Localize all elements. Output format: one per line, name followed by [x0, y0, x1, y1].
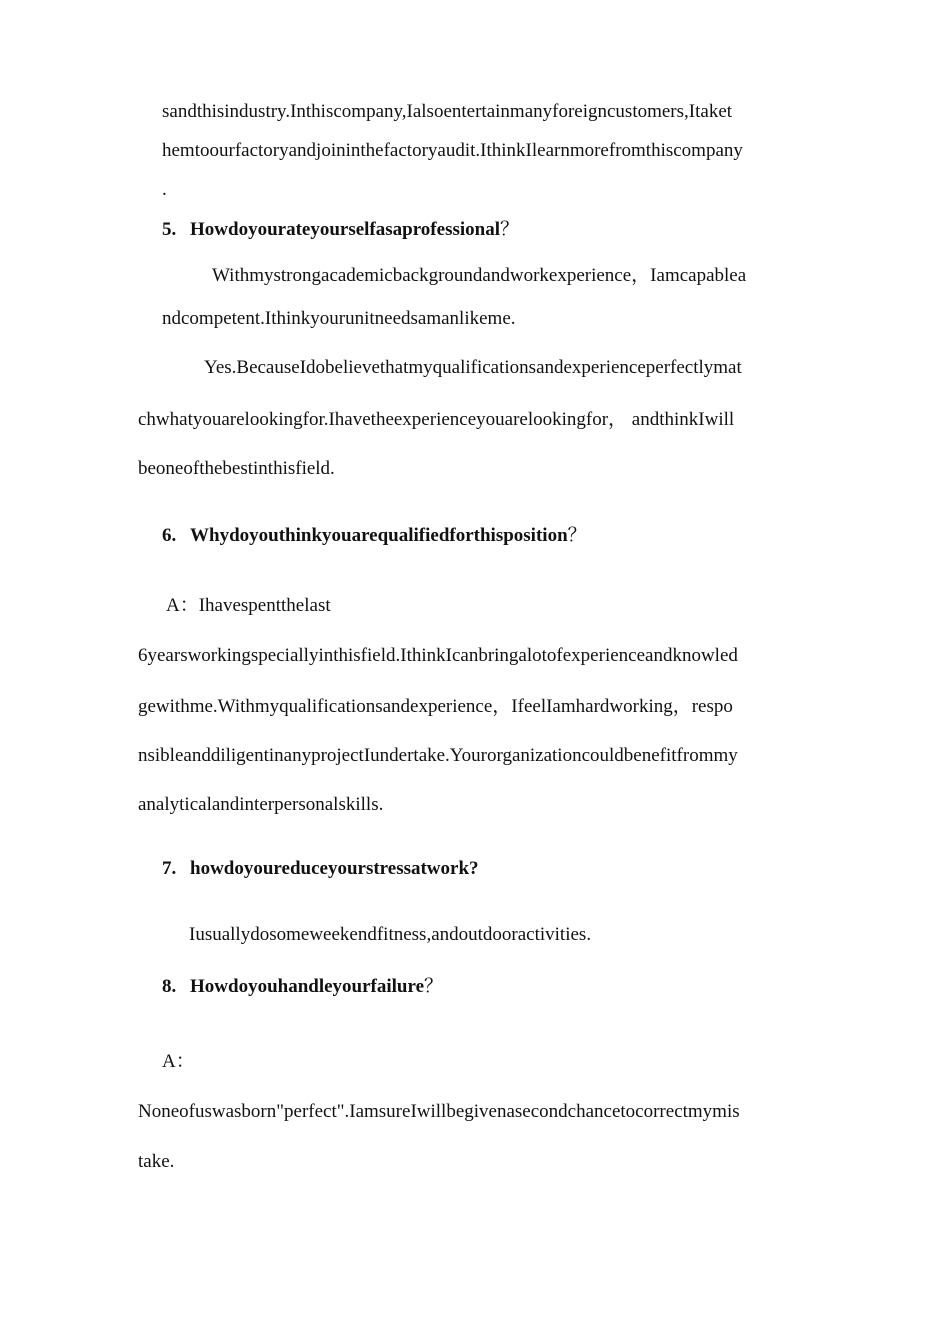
question-5-mark: ？: [499, 219, 519, 240]
intro-line-3: .: [162, 179, 167, 200]
answer-5-line-1: Withmystrongacademicbackgroundandworkexperience，Iamcapablea: [212, 265, 747, 286]
question-6-mark: ？: [567, 525, 587, 546]
question-7-heading: [162, 857, 479, 881]
question-6-title: Whydoyouthinkyouarequalifiedforthisposition: [190, 525, 568, 546]
question-7-number: 7.: [162, 858, 177, 879]
answer-6-line-4: nsibleanddiligentinanyprojectIundertake.Yourorganizationcouldbenefitfrommy: [138, 745, 738, 766]
answer-6-line-1: A：Ihavespentthelast: [166, 595, 331, 616]
answer-6-line-2: 6yearsworkingspeciallyinthisfield.IthinkIcanbringalotofexperienceandknowled: [138, 645, 738, 666]
answer-8-line-3: take.: [138, 1151, 175, 1172]
question-6-heading: [162, 524, 587, 548]
answer-5-line-5: beoneofthebestinthisfield.: [138, 458, 335, 479]
answer-6-line-3: gewithme.Withmyqualificationsandexperience，IfeelIamhardworking，respo: [138, 696, 733, 717]
answer-7-line-1: Iusuallydosomeweekendfitness,andoutdooractivities.: [189, 924, 592, 945]
question-5-heading: [162, 218, 519, 242]
intro-line-1: sandthisindustry.Inthiscompany,Ialsoentertainmanyforeigncustomers,Itaket: [162, 101, 733, 122]
question-7-title: howdoyoureduceyourstressatwork?: [190, 858, 479, 879]
question-6-number: 6.: [162, 525, 177, 546]
question-8-title: Howdoyouhandleyourfailure: [190, 976, 425, 997]
answer-6-line-5: analyticalandinterpersonalskills.: [138, 794, 384, 815]
intro-line-2: hemtoourfactoryandjoininthefactoryaudit.IthinkIlearnmorefromthiscompany: [162, 140, 743, 161]
question-8-heading: [162, 975, 443, 999]
answer-5-line-4: chwhatyouarelookingfor.Ihavetheexperienceyouarelookingfor， andthinkIwill: [138, 409, 735, 430]
question-5-number: 5.: [162, 219, 177, 240]
answer-8-line-1: A：: [162, 1051, 195, 1072]
answer-8-line-2: Noneofuswasborn"perfect".IamsureIwillbegivenasecondchancetocorrectmymis: [138, 1101, 740, 1122]
question-8-mark: ？: [424, 976, 444, 997]
question-5-title: Howdoyourateyourselfasaprofessional: [190, 219, 500, 240]
question-8-number: 8.: [162, 976, 177, 997]
answer-5-line-3: Yes.BecauseIdobelievethatmyqualificationsandexperienceperfectlymat: [204, 357, 742, 378]
answer-5-line-2: ndcompetent.Ithinkyourunitneedsamanlikeme.: [162, 308, 516, 329]
